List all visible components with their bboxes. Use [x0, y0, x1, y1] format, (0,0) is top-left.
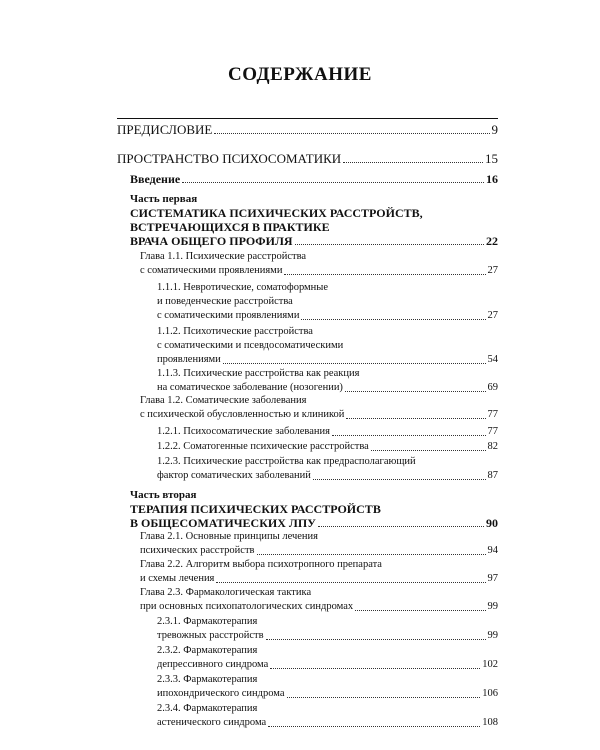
toc-entry-section-2-3-1[interactable] [157, 615, 498, 643]
part-title-line: ВСТРЕЧАЮЩИХСЯ В ПРАКТИКЕ [130, 220, 330, 234]
toc-entry-label: проявлениями [157, 354, 221, 365]
toc-entry-section-1-1-3[interactable] [157, 367, 498, 395]
toc-page-number: 16 [486, 172, 498, 186]
toc-entry-section-1-2-1[interactable] [157, 425, 498, 439]
dot-leader [223, 363, 486, 364]
toc-entry-label: 1.2.1. Психосоматические заболевания [157, 426, 330, 437]
toc-entry-chapter-1-2[interactable] [140, 394, 498, 422]
toc-entry-line: Глава 2.1. Основные принципы лечения [140, 531, 318, 542]
toc-entry-label: депрессивного синдрома [157, 659, 269, 670]
toc-page-number: 87 [487, 470, 498, 481]
toc-page-number: 82 [487, 441, 498, 452]
toc-page-number: 99 [487, 630, 498, 641]
part-title-line: СИСТЕМАТИКА ПСИХИЧЕСКИХ РАССТРОЙСТВ, [130, 206, 423, 220]
toc-entry-label: с соматическими проявлениями [157, 310, 300, 321]
toc-page-number: 102 [482, 659, 498, 670]
toc-entry-label: Введение [130, 172, 181, 186]
toc-entry-line: и поведенческие расстройства [157, 296, 293, 307]
toc-entry-line: с соматическими и псевдосоматическими [157, 340, 344, 351]
toc-entry-section-1-1-1[interactable] [157, 281, 498, 323]
toc-entry-line: 2.3.2. Фармакотерапия [157, 645, 258, 656]
toc-entry-introduction[interactable] [130, 172, 498, 186]
toc-page-number: 94 [487, 545, 498, 556]
toc-entry-section-2-3-2[interactable] [157, 644, 498, 672]
toc-entry-label: при основных психопатологических синдромах [140, 601, 354, 612]
dot-leader [287, 697, 481, 698]
toc-entry-label: ВРАЧА ОБЩЕГО ПРОФИЛЯ [130, 234, 293, 248]
dot-leader [257, 554, 486, 555]
toc-entry-line: 2.3.4. Фармакотерапия [157, 703, 258, 714]
dot-leader [214, 133, 489, 134]
toc-entry-line: 1.1.1. Невротические, соматоформные [157, 282, 329, 293]
toc-entry-line: 1.2.3. Психические расстройства как предрасполагающий [157, 456, 416, 467]
dot-leader [216, 582, 485, 583]
dot-leader [371, 450, 486, 451]
toc-entry-label: ипохондрического синдрома [157, 688, 285, 699]
toc-page-number: 69 [487, 382, 498, 393]
dot-leader [345, 391, 486, 392]
toc-page-number: 90 [486, 516, 498, 530]
toc-entry-label: ПРЕДИСЛОВИЕ [117, 122, 213, 137]
part-label: Часть первая [130, 193, 198, 205]
toc-entry-section-1-1-2[interactable] [157, 325, 498, 367]
toc-entry-section-1-2-2[interactable] [157, 440, 498, 454]
toc-entry-label: В ОБЩЕСОМАТИЧЕСКИХ ЛПУ [130, 516, 316, 530]
toc-page-number: 15 [485, 151, 498, 166]
toc-page-number: 9 [491, 122, 498, 137]
page-title: СОДЕРЖАНИЕ [228, 64, 372, 85]
toc-entry-section-1-2-3[interactable] [157, 455, 498, 483]
toc-entry-part-one[interactable] [130, 192, 498, 248]
toc-page-number: 77 [487, 409, 498, 420]
toc-entry-label: 1.2.2. Соматогенные психические расстройства [157, 441, 369, 452]
dot-leader [313, 479, 486, 480]
dot-leader [268, 726, 480, 727]
dot-leader [266, 639, 486, 640]
toc-page-number: 106 [482, 688, 498, 699]
toc-entry-line: 1.1.3. Психические расстройства как реакция [157, 368, 360, 379]
toc-entry-section-2-3-4[interactable] [157, 702, 498, 730]
toc-entry-chapter-1-1[interactable] [140, 250, 498, 278]
toc-page-number: 99 [487, 601, 498, 612]
toc-entry-line: 2.3.3. Фармакотерапия [157, 674, 258, 685]
toc-entry-label: фактор соматических заболеваний [157, 470, 311, 481]
toc-entry-line: Глава 2.2. Алгоритм выбора психотропного препарата [140, 559, 382, 570]
toc-entry-section-2-3-3[interactable] [157, 673, 498, 701]
dot-leader [301, 319, 485, 320]
toc-page-number: 27 [487, 265, 498, 276]
dot-leader [346, 418, 485, 419]
toc-entry-line: Глава 1.1. Психические расстройства [140, 251, 307, 262]
title-divider [117, 118, 498, 119]
toc-entry-line: Глава 1.2. Соматические заболевания [140, 395, 307, 406]
toc-entry-line: Глава 2.3. Фармакологическая тактика [140, 587, 312, 598]
toc-entry-line: 1.1.2. Психотические расстройства [157, 326, 313, 337]
toc-entry-label: с соматическими проявлениями [140, 265, 283, 276]
toc-page-number: 108 [482, 717, 498, 728]
toc-entry-label: и схемы лечения [140, 573, 215, 584]
dot-leader [182, 182, 484, 183]
toc-page-number: 97 [487, 573, 498, 584]
toc-entry-label: астенического синдрома [157, 717, 267, 728]
toc-entry-line: 2.3.1. Фармакотерапия [157, 616, 258, 627]
toc-entry-chapter-2-3[interactable] [140, 586, 498, 614]
toc-page-number: 77 [487, 426, 498, 437]
toc-entry-label: ПРОСТРАНСТВО ПСИХОСОМАТИКИ [117, 151, 342, 166]
part-title-line: ТЕРАПИЯ ПСИХИЧЕСКИХ РАССТРОЙСТВ [130, 502, 381, 516]
dot-leader [270, 668, 480, 669]
dot-leader [318, 526, 484, 527]
toc-entry-psychosomatics-space[interactable] [117, 152, 498, 166]
toc-entry-chapter-2-2[interactable] [140, 558, 498, 586]
toc-page-number: 27 [487, 310, 498, 321]
toc-entry-part-two[interactable] [130, 488, 498, 530]
toc-entry-label: психических расстройств [140, 545, 255, 556]
toc-page-number: 22 [486, 234, 498, 248]
toc-entry-label: тревожных расстройств [157, 630, 264, 641]
dot-leader [284, 274, 485, 275]
toc-entry-label: на соматическое заболевание (нозогении) [157, 382, 343, 393]
toc-entry-label: с психической обусловленностью и клиникой [140, 409, 345, 420]
toc-entry-chapter-2-1[interactable] [140, 530, 498, 558]
dot-leader [295, 244, 484, 245]
dot-leader [343, 162, 483, 163]
toc-entry-preface[interactable] [117, 123, 498, 137]
dot-leader [355, 610, 485, 611]
dot-leader [332, 435, 486, 436]
part-label: Часть вторая [130, 489, 197, 501]
toc-page-number: 54 [487, 354, 498, 365]
